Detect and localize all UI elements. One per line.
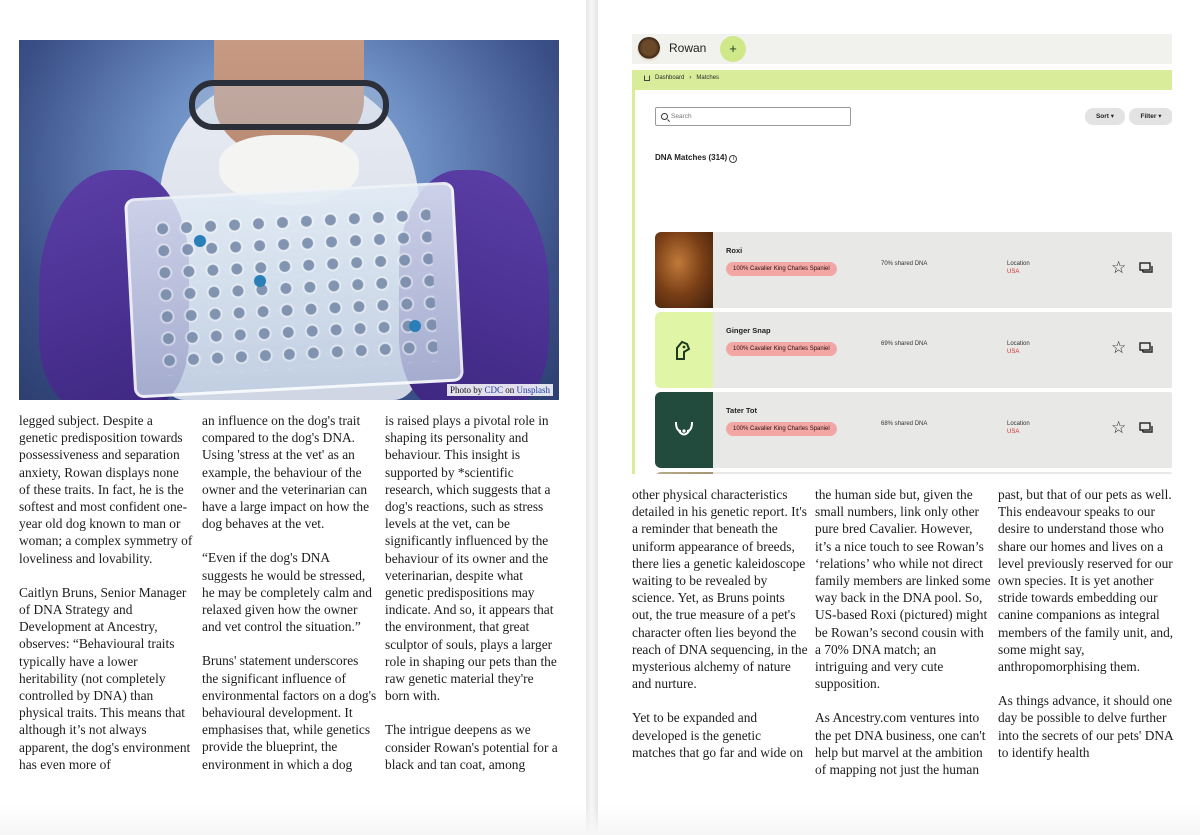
location-value: USA [1007, 269, 1020, 275]
paragraph: the human side but, given the small numbers, link only other pure bred Cavalier. However, it’s a nice touch to see Rowan’s ‘relations’ who while not direct family members are linked some way back in the DNA pool. So, US-based Roxi (pictured) might be Rowan’s second cousin with a 70% DNA match; an intriguing and very cute supposition. [815, 487, 991, 692]
shared-dna: 69% shared DNA [881, 341, 928, 347]
dog-photo [655, 232, 713, 308]
sort-button[interactable]: Sort ▾ [1085, 108, 1125, 125]
paragraph: Caitlyn Bruns, Senior Manager of DNA Strategy and Development at Ancestry, observes: “Behavioural traits typically have a lower heritability (not completely controlled by DNA) than physical traits. This means that although it’s not always apparent, the dog's environment has even more of [19, 584, 191, 772]
blue-sample [194, 235, 206, 247]
breadcrumb-separator: › [689, 75, 692, 81]
shared-dna: 68% shared DNA [881, 421, 928, 427]
match-name[interactable]: Tater Tot [726, 406, 757, 415]
well-plate [124, 182, 464, 399]
message-icon[interactable] [1139, 422, 1155, 436]
lab-photo [19, 40, 559, 400]
ancestry-app-screenshot [632, 34, 1172, 474]
dog-face-icon [655, 392, 713, 468]
breed-badge: 100% Cavalier King Charles Spaniel [726, 262, 837, 276]
location-value: USA [1007, 429, 1020, 435]
safety-goggles [189, 80, 389, 130]
match-card-winston[interactable] [655, 472, 1172, 474]
location-label: Location [1007, 421, 1030, 427]
star-icon[interactable]: ☆ [1111, 338, 1127, 357]
shared-dna: 70% shared DNA [881, 261, 928, 267]
paragraph: “Even if the dog's DNA suggests he would be stressed, he may be completely calm and relaxed given how the owner and vet control the situation.” [202, 550, 372, 635]
breadcrumb-dashboard[interactable]: Dashboard [655, 75, 685, 81]
matches-panel [632, 90, 1172, 474]
page-gutter [586, 0, 598, 835]
search-box[interactable] [655, 107, 851, 126]
star-icon[interactable]: ☆ [1111, 258, 1127, 277]
info-icon[interactable]: i [729, 155, 737, 163]
paragraph: other physical characteristics detailed in his genetic report. It's a reminder that beneath the uniform appearance of breeds, there lies a genetic kaleidoscope waiting to be revealed by science. Yet, as Bruns points out, the true measure of a pet's character often lies beyond the reach of DNA sequencing, in the mysterious alchemy of nature and nurture. [632, 487, 808, 692]
right-column-3 [998, 486, 1174, 761]
filter-button[interactable]: Filter ▾ [1129, 108, 1172, 125]
paragraph: Bruns' statement underscores the significant influence of environmental factors on a dog's behavioural development. It emphasises that, while genetics provide the blueprint, the environment in which a dog [202, 653, 377, 772]
caption-prefix: Photo by [449, 385, 483, 395]
blue-sample [409, 320, 421, 332]
message-icon[interactable] [1139, 262, 1155, 276]
left-column-1 [19, 412, 193, 773]
left-column-3 [385, 412, 561, 773]
home-icon[interactable] [644, 75, 650, 81]
photo-caption [447, 384, 553, 396]
left-column-2 [202, 412, 378, 773]
match-card-ginger-snap[interactable] [655, 312, 1172, 388]
location-value: USA [1007, 349, 1020, 355]
matches-title-text: DNA Matches (314) [655, 153, 728, 162]
add-pet-button[interactable]: + [720, 36, 746, 62]
breadcrumb [632, 70, 1172, 90]
location-label: Location [1007, 261, 1030, 267]
paragraph: an influence on the dog's trait compared to the dog's DNA. Using 'stress at the vet' as an example, the behaviour of the owner and the veterinarian can have a large impact on how the dog behaves at the vet. [202, 413, 370, 532]
right-column-2 [815, 486, 991, 778]
caption-source-link[interactable]: Unsplash [516, 385, 550, 395]
paragraph: past, but that of our pets as well. This endeavour speaks to our desire to understand those who share our homes and lives on a level previously reserved for our own species. It is yet another stride towards embedding our canine companions as integral members of the family unit, and, some might say, anthropomorphising them. [998, 487, 1174, 675]
breadcrumb-matches[interactable]: Matches [696, 75, 720, 81]
pet-name[interactable]: Rowan [669, 41, 707, 55]
breed-badge: 100% Cavalier King Charles Spaniel [726, 422, 837, 436]
app-topbar [632, 34, 1172, 64]
star-icon[interactable]: ☆ [1111, 418, 1127, 437]
matches-heading [655, 153, 737, 163]
search-input[interactable] [671, 110, 841, 123]
caption-middle: on [505, 385, 515, 395]
dog-head-icon [655, 312, 713, 388]
dog-photo [655, 472, 713, 474]
pet-avatar[interactable] [637, 37, 661, 61]
message-icon[interactable] [1139, 342, 1155, 356]
page-bottom-shade [0, 805, 1200, 835]
paragraph: The intrigue deepens as we consider Rowan's potential for a black and tan coat, among [385, 722, 558, 772]
match-name[interactable]: Ginger Snap [726, 326, 771, 335]
blue-sample [254, 275, 266, 287]
match-card-roxi[interactable] [655, 232, 1172, 308]
location-label: Location [1007, 341, 1030, 347]
paragraph: is raised plays a pivotal role in shaping its personality and behaviour. This insight is supported by *scientific research, which suggests that a dog's reactions, such as stress levels at the vet, can be significantly influenced by the behaviour of its owner and the veterinarian, despite what genetic predispositions may indicate. And so, it appears that the environment, that great sculptor of souls, plays a larger role in shaping our pets than the raw genetic material they're born with. [385, 413, 557, 704]
match-card-tater-tot[interactable] [655, 392, 1172, 468]
paragraph: As Ancestry.com ventures into the pet DNA business, one can't help but marvel at the ambition of mapping not just the human [815, 710, 986, 778]
match-name[interactable]: Roxi [726, 246, 743, 255]
caption-author-link[interactable]: CDC [484, 385, 503, 395]
paragraph: As things advance, it should one day be possible to delve further into the secrets of our pets' DNA to identify health [998, 693, 1173, 760]
breed-badge: 100% Cavalier King Charles Spaniel [726, 342, 837, 356]
left-page [0, 0, 586, 835]
plate-wells [150, 204, 438, 376]
right-column-1 [632, 486, 808, 761]
paragraph: legged subject. Despite a genetic predisposition towards possessiveness and separation anxiety, Rowan displays none of these traits. In fact, he is the softest and most confident one-year old dog known to man or woman; a complex symmetry of loveliness and lovability. [19, 413, 193, 566]
search-icon [661, 113, 668, 120]
paragraph: Yet to be expanded and developed is the genetic matches that go far and wide on [632, 710, 804, 760]
